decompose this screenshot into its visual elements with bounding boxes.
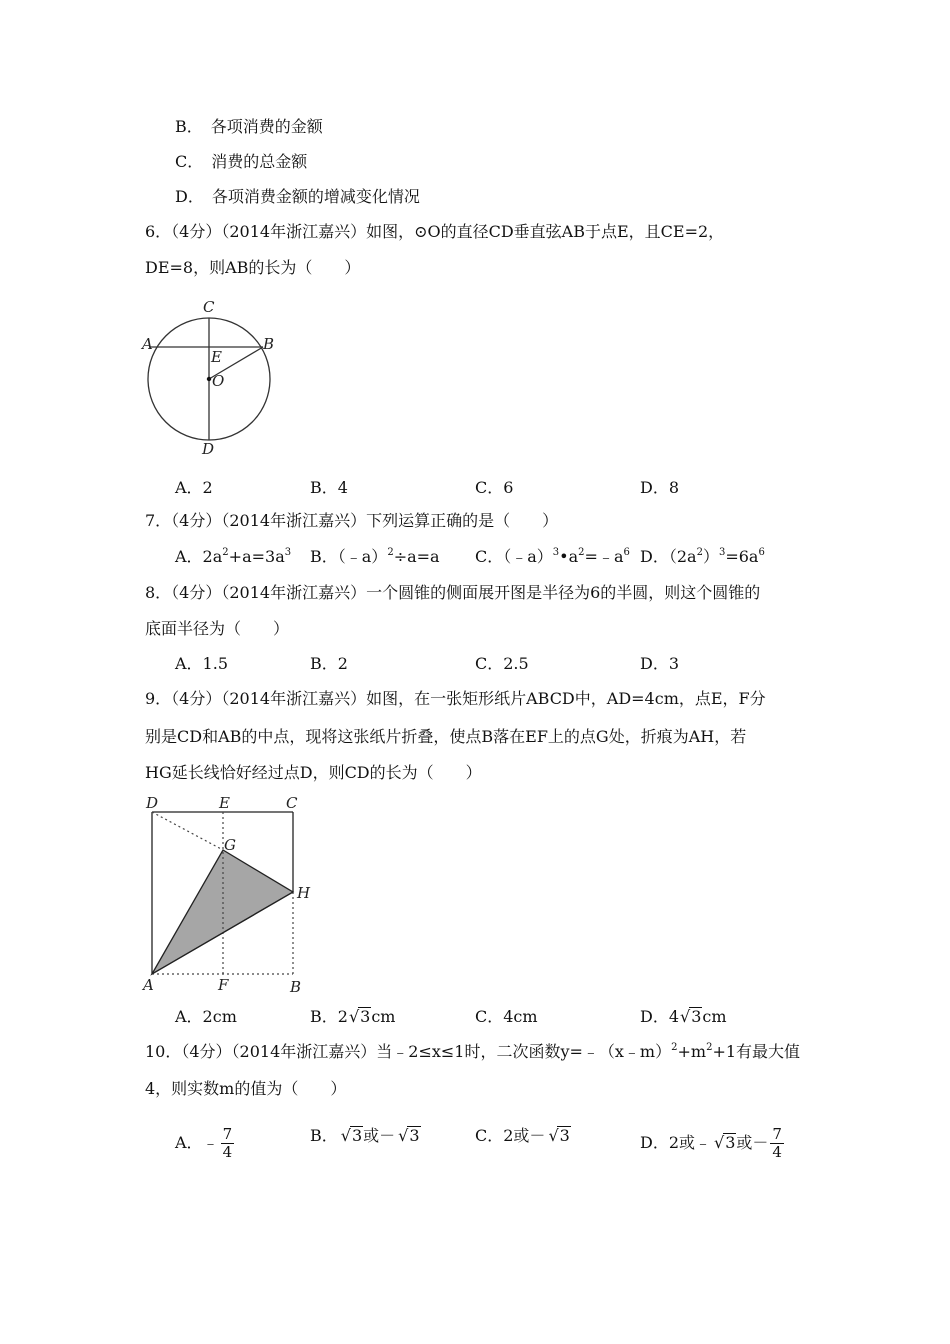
label-o: O xyxy=(212,372,225,390)
label-b: B xyxy=(290,978,302,996)
dotted-dg xyxy=(152,812,223,850)
q6-option-d: D．8 xyxy=(640,478,680,497)
label-g: G xyxy=(224,836,236,854)
label-d: D xyxy=(202,440,215,458)
label-c: C xyxy=(203,298,215,316)
label-d: D xyxy=(146,794,159,812)
label-e: E xyxy=(219,794,230,812)
q9-stem-line3: HG延长线恰好经过点D，则CD的长为（ ） xyxy=(145,763,482,782)
q6-option-c: C．6 xyxy=(475,478,514,497)
q8-option-a: A．1.5 xyxy=(175,654,229,673)
label-h: H xyxy=(297,884,311,902)
q10-option-c: C．2或－√ 3 xyxy=(475,1125,571,1147)
label-f: F xyxy=(218,976,229,994)
q8-option-b: B．2 xyxy=(310,654,348,673)
q6-stem-line1: 6．（4分）（2014年浙江嘉兴）如图，⊙O的直径CD垂直弦AB于点E，且CE=2， xyxy=(145,222,725,241)
q10-option-d: D．2或﹣√ 3或－ $\frac{7}{4}$ xyxy=(640,1125,786,1161)
radical-sign: √ 3 xyxy=(723,1133,736,1152)
q8-option-d: D．3 xyxy=(640,654,680,673)
q10-option-a: A．﹣ $\frac{7}{4}$ xyxy=(175,1125,233,1161)
q7-option-b: B．（﹣a）$^2$÷a=a xyxy=(310,547,440,566)
q8-stem-line1: 8．（4分）（2014年浙江嘉兴）一个圆锥的侧面展开图是半径为6的半圆，则这个圆锥的 xyxy=(145,583,761,602)
radical-sign: √ 3 xyxy=(557,1126,570,1145)
radical-sign: √ 3 xyxy=(358,1007,371,1026)
q8-option-c: C．2.5 xyxy=(475,654,529,673)
q7-option-c: C．$(﹣a)^3•a^2=﹣a^6$ xyxy=(475,547,630,566)
q10-stem-line2: 4，则实数m的值为（ ） xyxy=(145,1079,347,1098)
q7-stem: 7．（4分）（2014年浙江嘉兴）下列运算正确的是（ ） xyxy=(145,511,559,530)
q9-option-b: B．2√ 3cm xyxy=(310,1006,395,1028)
q5-option-c: C． 消费的总金额 xyxy=(175,152,308,171)
q9-stem-line1: 9．（4分）（2014年浙江嘉兴）如图，在一张矩形纸片ABCD中，AD=4cm，点E，F分 xyxy=(145,689,766,708)
label-a: A xyxy=(143,976,154,994)
q6-option-a: A．2 xyxy=(175,478,213,497)
radical-sign: √ 3 xyxy=(350,1126,363,1145)
radical-sign: √ 3 xyxy=(407,1126,420,1145)
radical-sign: √ 3 xyxy=(689,1007,702,1026)
label-c: C xyxy=(286,794,298,812)
q6-circle-figure xyxy=(140,295,280,460)
q7-option-d: D．$(2a^2)^3=6a^6$ xyxy=(640,547,765,566)
q9-stem-line2: 别是CD和AB的中点，现将这张纸片折叠，使点B落在EF上的点G处，折痕为AH，若 xyxy=(145,727,747,746)
q5-option-b: B． 各项消费的金额 xyxy=(175,117,323,136)
label-e: E xyxy=(211,348,222,366)
q6-stem-line2: DE=8，则AB的长为（ ） xyxy=(145,258,361,277)
q7-option-a: A．$2a^2+a=3a^3$ xyxy=(175,547,292,566)
q10-stem-line1: 10．（4分）（2014年浙江嘉兴）当﹣2≤x≤1时，二次函数$y=﹣(x﹣m)^2+m^2+1$有最大值 xyxy=(145,1042,801,1061)
q9-rectangle-figure xyxy=(140,792,320,997)
q9-option-c: C．4cm xyxy=(475,1007,538,1026)
q6-option-b: B．4 xyxy=(310,478,348,497)
q5-option-d: D． 各项消费金额的增减变化情况 xyxy=(175,187,420,206)
label-b: B xyxy=(263,335,275,353)
label-a: A xyxy=(142,335,153,353)
q9-option-a: A．2cm xyxy=(175,1007,237,1026)
center-point xyxy=(207,377,211,381)
q10-option-b: B．√ 3或－√ 3 xyxy=(310,1125,421,1147)
q8-stem-line2: 底面半径为（ ） xyxy=(145,619,290,638)
fraction: $\frac{7}{4}$ xyxy=(772,1125,782,1161)
fraction: $\frac{7}{4}$ xyxy=(222,1125,233,1161)
q9-option-d: D．4√ 3cm xyxy=(640,1006,727,1028)
